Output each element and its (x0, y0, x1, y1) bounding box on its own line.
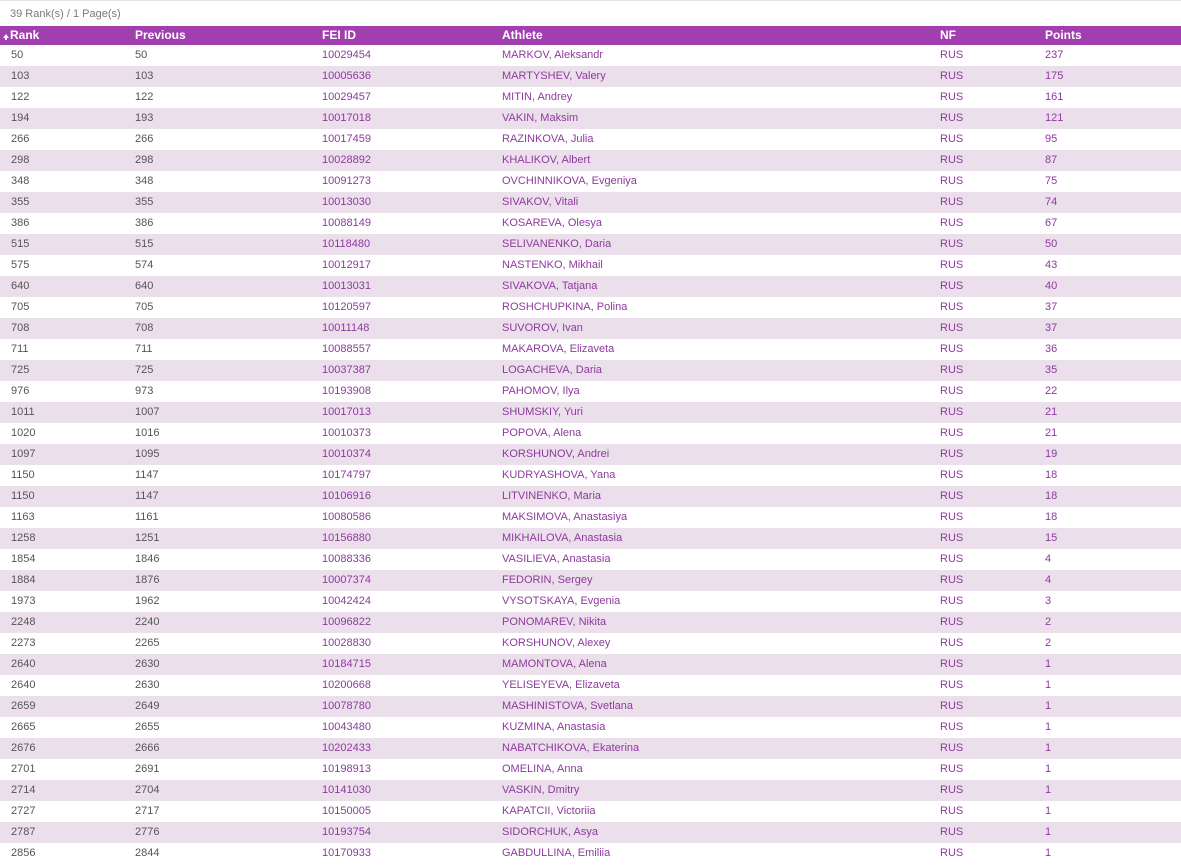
points-link[interactable]: 3 (1045, 595, 1052, 607)
fei-id-link[interactable]: 10028830 (322, 637, 371, 649)
nf-link[interactable]: RUS (940, 532, 964, 544)
points-link[interactable]: 95 (1045, 133, 1058, 145)
rank-cell: 2273 (11, 637, 36, 649)
table-row (0, 780, 1181, 801)
column-header-rank[interactable] (0, 26, 135, 45)
rank-cell: 194 (11, 112, 30, 124)
fei-id-link[interactable]: 10028892 (322, 154, 371, 166)
rank-cell: 348 (11, 175, 30, 187)
fei-id-link[interactable]: 10010374 (322, 448, 371, 460)
athlete-link[interactable]: KORSHUNOV, Andrei (502, 448, 610, 460)
nf-link[interactable]: RUS (940, 91, 964, 103)
points-link[interactable]: 18 (1045, 511, 1058, 523)
previous-cell: 2240 (135, 616, 160, 628)
points-link[interactable]: 237 (1045, 49, 1064, 61)
fei-id-link[interactable]: 10096822 (322, 616, 371, 628)
fei-id-link[interactable]: 10017013 (322, 406, 371, 418)
nf-link[interactable]: RUS (940, 49, 964, 61)
previous-cell: 355 (135, 196, 154, 208)
athlete-link[interactable]: SIVAKOV, Vitali (502, 196, 579, 208)
athlete-link[interactable]: VASKIN, Dmitry (502, 784, 580, 796)
fei-id-link[interactable]: 10091273 (322, 175, 371, 187)
rank-cell: 2787 (11, 826, 36, 838)
athlete-link[interactable]: NABATCHIKOVA, Ekaterina (502, 742, 640, 754)
table-row (0, 213, 1181, 234)
previous-cell: 2655 (135, 721, 160, 733)
previous-cell: 50 (135, 49, 148, 61)
points-link[interactable]: 37 (1045, 301, 1058, 313)
rank-cell: 2665 (11, 721, 36, 733)
rank-cell: 103 (11, 70, 30, 82)
table-row (0, 612, 1181, 633)
table-row (0, 129, 1181, 150)
previous-cell: 1962 (135, 595, 160, 607)
previous-cell: 2630 (135, 658, 160, 670)
fei-id-link[interactable]: 10088336 (322, 553, 371, 565)
nf-link[interactable]: RUS (940, 280, 964, 292)
table-row (0, 66, 1181, 87)
fei-id-link[interactable]: 10007374 (322, 574, 371, 586)
rank-cell: 122 (11, 91, 30, 103)
athlete-link[interactable]: MARTYSHEV, Valery (502, 70, 606, 82)
previous-cell: 103 (135, 70, 154, 82)
rank-cell: 1163 (11, 511, 35, 523)
table-row (0, 717, 1181, 738)
table-row (0, 276, 1181, 297)
rank-cell: 298 (11, 154, 30, 166)
athlete-link[interactable]: KUZMINA, Anastasia (502, 721, 606, 733)
table-row (0, 87, 1181, 108)
rank-cell: 976 (11, 385, 30, 397)
nf-link[interactable]: RUS (940, 301, 964, 313)
previous-cell: 2265 (135, 637, 160, 649)
rank-cell: 1011 (11, 406, 35, 418)
previous-cell: 348 (135, 175, 154, 187)
nf-link[interactable]: RUS (940, 469, 964, 481)
athlete-link[interactable]: LOGACHEVA, Daria (502, 364, 603, 376)
previous-cell: 1876 (135, 574, 160, 586)
points-link[interactable]: 4 (1045, 574, 1052, 586)
table-row (0, 507, 1181, 528)
rank-cell: 2856 (11, 847, 36, 859)
nf-link[interactable]: RUS (940, 406, 964, 418)
rank-cell: 711 (11, 343, 29, 355)
fei-id-link[interactable]: 10037387 (322, 364, 371, 376)
fei-id-link[interactable]: 10200668 (322, 679, 371, 691)
fei-id-link[interactable]: 10078780 (322, 700, 371, 712)
table-row (0, 423, 1181, 444)
nf-link[interactable]: RUS (940, 637, 964, 649)
athlete-link[interactable]: MITIN, Andrey (502, 91, 573, 103)
table-row (0, 381, 1181, 402)
rank-cell: 725 (11, 364, 30, 376)
rank-cell: 2248 (11, 616, 36, 628)
previous-cell: 266 (135, 133, 154, 145)
athlete-link[interactable]: MAKSIMOVA, Anastasiya (502, 511, 628, 523)
rank-cell: 1884 (11, 574, 36, 586)
fei-id-link[interactable]: 10043480 (322, 721, 371, 733)
table-row (0, 528, 1181, 549)
rank-cell: 640 (11, 280, 30, 292)
fei-id-link[interactable]: 10012917 (322, 259, 371, 271)
nf-link[interactable]: RUS (940, 574, 964, 586)
points-link[interactable]: 1 (1045, 658, 1052, 670)
fei-id-link[interactable]: 10118480 (322, 238, 371, 250)
points-link[interactable]: 121 (1045, 112, 1064, 124)
athlete-link[interactable]: SIDORCHUK, Asya (502, 826, 598, 838)
nf-link[interactable]: RUS (940, 343, 964, 355)
previous-cell: 386 (135, 217, 154, 229)
nf-link[interactable]: RUS (940, 826, 964, 838)
points-link[interactable]: 21 (1045, 427, 1058, 439)
previous-cell: 1095 (135, 448, 160, 460)
rank-cell: 1854 (11, 553, 36, 565)
athlete-link[interactable]: PONOMAREV, Nikita (502, 616, 607, 628)
table-row (0, 402, 1181, 423)
table-row (0, 549, 1181, 570)
athlete-link[interactable]: MARKOV, Aleksandr (502, 49, 604, 61)
points-link[interactable]: 74 (1045, 196, 1058, 208)
nf-link[interactable]: RUS (940, 742, 964, 754)
results-summary: 39 Rank(s) / 1 Page(s) (0, 0, 1181, 26)
sort-ascending-icon (3, 34, 9, 38)
header-row (0, 26, 1181, 45)
nf-link[interactable]: RUS (940, 385, 964, 397)
table-row (0, 801, 1181, 822)
athlete-link[interactable]: MIKHAILOVA, Anastasia (502, 532, 623, 544)
fei-id-link[interactable]: 10150005 (322, 805, 371, 817)
previous-cell: 2776 (135, 826, 160, 838)
nf-link[interactable]: RUS (940, 364, 964, 376)
table-body (0, 45, 1181, 864)
points-link[interactable]: 1 (1045, 742, 1052, 754)
table-row (0, 759, 1181, 780)
athlete-link[interactable]: OVCHINNIKOVA, Evgeniya (502, 175, 637, 187)
fei-id-link[interactable]: 10088557 (322, 343, 371, 355)
table-row (0, 234, 1181, 255)
rank-cell: 1973 (11, 595, 36, 607)
points-link[interactable]: 1 (1045, 805, 1052, 817)
previous-cell: 973 (135, 385, 154, 397)
rank-cell: 705 (11, 301, 30, 313)
nf-link[interactable]: RUS (940, 259, 964, 271)
column-header-fei-id[interactable]: FEI ID (322, 28, 357, 42)
rank-cell: 2714 (11, 784, 36, 796)
table-row (0, 360, 1181, 381)
column-header-rank-label: Rank (10, 28, 40, 42)
points-link[interactable]: 2 (1045, 616, 1052, 628)
athlete-link[interactable]: RAZINKOVA, Julia (502, 133, 594, 145)
fei-id-link[interactable]: 10010373 (322, 427, 371, 439)
points-link[interactable]: 87 (1045, 154, 1058, 166)
athlete-link[interactable]: KAPATCII, Victoriia (502, 805, 596, 817)
fei-id-link[interactable]: 10120597 (322, 301, 371, 313)
athlete-link[interactable]: VAKIN, Maksim (502, 112, 579, 124)
points-link[interactable]: 1 (1045, 700, 1052, 712)
table-row (0, 255, 1181, 276)
rank-cell: 1150 (11, 490, 35, 502)
rank-cell: 1258 (11, 532, 36, 544)
nf-link[interactable]: RUS (940, 133, 964, 145)
points-link[interactable]: 40 (1045, 280, 1058, 292)
nf-link[interactable]: RUS (940, 511, 964, 523)
athlete-link[interactable]: SIVAKOVA, Tatjana (502, 280, 598, 292)
points-link[interactable]: 1 (1045, 721, 1052, 733)
athlete-link[interactable]: GABDULLINA, Emiliia (502, 847, 611, 859)
previous-cell: 1161 (135, 511, 159, 523)
table-header (0, 26, 1181, 45)
fei-id-link[interactable]: 10202433 (322, 742, 371, 754)
table-row (0, 192, 1181, 213)
athlete-link[interactable]: LITVINENKO, Maria (502, 490, 602, 502)
athlete-link[interactable]: VASILIEVA, Anastasia (502, 553, 611, 565)
athlete-link[interactable]: SHUMSKIY, Yuri (502, 406, 583, 418)
previous-cell: 1016 (135, 427, 160, 439)
nf-link[interactable]: RUS (940, 238, 964, 250)
previous-cell: 2844 (135, 847, 160, 859)
fei-id-link[interactable]: 10017459 (322, 133, 371, 145)
athlete-link[interactable]: MAKAROVA, Elizaveta (502, 343, 615, 355)
athlete-link[interactable]: OMELINA, Anna (502, 763, 583, 775)
athlete-link[interactable]: KORSHUNOV, Alexey (502, 637, 611, 649)
rank-cell: 2640 (11, 679, 36, 691)
nf-link[interactable]: RUS (940, 616, 964, 628)
table-row (0, 339, 1181, 360)
nf-link[interactable]: RUS (940, 175, 964, 187)
nf-link[interactable]: RUS (940, 847, 964, 859)
nf-link[interactable]: RUS (940, 700, 964, 712)
points-link[interactable]: 2 (1045, 637, 1052, 649)
rank-cell: 386 (11, 217, 30, 229)
athlete-link[interactable]: KOSAREVA, Olesya (502, 217, 603, 229)
rank-cell: 2676 (11, 742, 36, 754)
nf-link[interactable]: RUS (940, 427, 964, 439)
fei-id-link[interactable]: 10170933 (322, 847, 371, 859)
athlete-link[interactable]: KUDRYASHOVA, Yana (502, 469, 616, 481)
table-row (0, 318, 1181, 339)
athlete-link[interactable]: NASTENKO, Mikhail (502, 259, 603, 271)
fei-id-link[interactable]: 10005636 (322, 70, 371, 82)
nf-link[interactable]: RUS (940, 154, 964, 166)
athlete-link[interactable]: ROSHCHUPKINA, Polina (502, 301, 628, 313)
nf-link[interactable]: RUS (940, 805, 964, 817)
fei-id-link[interactable]: 10013031 (322, 280, 371, 292)
points-link[interactable]: 1 (1045, 679, 1052, 691)
rank-cell: 515 (11, 238, 30, 250)
points-link[interactable]: 21 (1045, 406, 1058, 418)
table-row (0, 45, 1181, 66)
previous-cell: 711 (135, 343, 153, 355)
nf-link[interactable]: RUS (940, 217, 964, 229)
athlete-link[interactable]: FEDORIN, Sergey (502, 574, 593, 586)
table-row (0, 465, 1181, 486)
points-link[interactable]: 175 (1045, 70, 1064, 82)
points-link[interactable]: 36 (1045, 343, 1058, 355)
previous-cell: 2717 (135, 805, 160, 817)
fei-id-link[interactable]: 10184715 (322, 658, 371, 670)
fei-id-link[interactable]: 10080586 (322, 511, 371, 523)
previous-cell: 1147 (135, 490, 159, 502)
fei-id-link[interactable]: 10017018 (322, 112, 371, 124)
table-row (0, 633, 1181, 654)
rank-cell: 575 (11, 259, 30, 271)
fei-id-link[interactable]: 10106916 (322, 490, 371, 502)
nf-link[interactable]: RUS (940, 70, 964, 82)
previous-cell: 705 (135, 301, 154, 313)
points-link[interactable]: 35 (1045, 364, 1058, 376)
fei-id-link[interactable]: 10156880 (322, 532, 371, 544)
fei-id-link[interactable]: 10174797 (322, 469, 371, 481)
table-row (0, 570, 1181, 591)
fei-id-link[interactable]: 10013030 (322, 196, 371, 208)
fei-id-link[interactable]: 10011148 (322, 322, 370, 334)
fei-id-link[interactable]: 10042424 (322, 595, 371, 607)
fei-id-link[interactable]: 10193908 (322, 385, 371, 397)
previous-cell: 2649 (135, 700, 160, 712)
table-row (0, 696, 1181, 717)
points-link[interactable]: 19 (1045, 448, 1058, 460)
previous-cell: 2630 (135, 679, 160, 691)
previous-cell: 725 (135, 364, 154, 376)
nf-link[interactable]: RUS (940, 112, 964, 124)
rank-cell: 2640 (11, 658, 36, 670)
nf-link[interactable]: RUS (940, 448, 964, 460)
rank-cell: 266 (11, 133, 30, 145)
points-link[interactable]: 18 (1045, 490, 1058, 502)
points-link[interactable]: 1 (1045, 784, 1052, 796)
column-header-previous[interactable]: Previous (135, 28, 186, 42)
table-row (0, 654, 1181, 675)
table-row (0, 171, 1181, 192)
athlete-link[interactable]: KHALIKOV, Albert (502, 154, 591, 166)
rank-cell: 355 (11, 196, 30, 208)
nf-link[interactable]: RUS (940, 322, 964, 334)
nf-link[interactable]: RUS (940, 721, 964, 733)
points-link[interactable]: 37 (1045, 322, 1058, 334)
previous-cell: 193 (135, 112, 154, 124)
table-row (0, 297, 1181, 318)
rank-cell: 708 (11, 322, 30, 334)
column-header-nf[interactable]: NF (940, 28, 956, 42)
column-header-athlete[interactable]: Athlete (502, 28, 543, 42)
athlete-link[interactable]: MASHINISTOVA, Svetlana (502, 700, 634, 712)
table-row (0, 444, 1181, 465)
table-row (0, 591, 1181, 612)
nf-link[interactable]: RUS (940, 595, 964, 607)
table-row (0, 843, 1181, 864)
table-row (0, 738, 1181, 759)
nf-link[interactable]: RUS (940, 784, 964, 796)
nf-link[interactable]: RUS (940, 658, 964, 670)
previous-cell: 708 (135, 322, 154, 334)
previous-cell: 298 (135, 154, 154, 166)
previous-cell: 574 (135, 259, 154, 271)
previous-cell: 2704 (135, 784, 160, 796)
table-row (0, 822, 1181, 843)
points-link[interactable]: 1 (1045, 847, 1052, 859)
points-link[interactable]: 18 (1045, 469, 1058, 481)
rank-cell: 1150 (11, 469, 35, 481)
athlete-link[interactable]: SELIVANENKO, Daria (502, 238, 612, 250)
points-link[interactable]: 75 (1045, 175, 1058, 187)
table-row (0, 675, 1181, 696)
table-row (0, 150, 1181, 171)
previous-cell: 2666 (135, 742, 160, 754)
fei-id-link[interactable]: 10088149 (322, 217, 371, 229)
points-link[interactable]: 15 (1045, 532, 1058, 544)
rank-cell: 2727 (11, 805, 36, 817)
rank-cell: 2701 (11, 763, 36, 775)
points-link[interactable]: 161 (1045, 91, 1064, 103)
points-link[interactable]: 4 (1045, 553, 1052, 565)
points-link[interactable]: 1 (1045, 763, 1052, 775)
previous-cell: 515 (135, 238, 154, 250)
nf-link[interactable]: RUS (940, 196, 964, 208)
points-link[interactable]: 1 (1045, 826, 1052, 838)
fei-id-link[interactable]: 10198913 (322, 763, 371, 775)
rankings-table (0, 26, 1181, 864)
nf-link[interactable]: RUS (940, 679, 964, 691)
nf-link[interactable]: RUS (940, 490, 964, 502)
points-link[interactable]: 43 (1045, 259, 1058, 271)
points-link[interactable]: 50 (1045, 238, 1058, 250)
rank-cell: 1097 (11, 448, 36, 460)
previous-cell: 1147 (135, 469, 159, 481)
previous-cell: 640 (135, 280, 154, 292)
table-row (0, 486, 1181, 507)
athlete-link[interactable]: PAHOMOV, Ilya (502, 385, 580, 397)
points-link[interactable]: 67 (1045, 217, 1058, 229)
previous-cell: 1251 (135, 532, 160, 544)
fei-id-link[interactable]: 10029454 (322, 49, 371, 61)
table-row (0, 108, 1181, 129)
athlete-link[interactable]: POPOVA, Alena (502, 427, 582, 439)
rank-cell: 1020 (11, 427, 36, 439)
fei-id-link[interactable]: 10141030 (322, 784, 371, 796)
column-header-points[interactable]: Points (1045, 28, 1082, 42)
previous-cell: 122 (135, 91, 154, 103)
nf-link[interactable]: RUS (940, 763, 964, 775)
athlete-link[interactable]: YELISEYEVA, Elizaveta (502, 679, 620, 691)
previous-cell: 1007 (135, 406, 160, 418)
rank-cell: 50 (11, 49, 24, 61)
athlete-link[interactable]: MAMONTOVA, Alena (502, 658, 607, 670)
previous-cell: 2691 (135, 763, 160, 775)
fei-id-link[interactable]: 10029457 (322, 91, 371, 103)
points-link[interactable]: 22 (1045, 385, 1058, 397)
fei-id-link[interactable]: 10193754 (322, 826, 371, 838)
athlete-link[interactable]: SUVOROV, Ivan (502, 322, 583, 334)
athlete-link[interactable]: VYSOTSKAYA, Evgenia (502, 595, 621, 607)
previous-cell: 1846 (135, 553, 160, 565)
rank-cell: 2659 (11, 700, 36, 712)
nf-link[interactable]: RUS (940, 553, 964, 565)
